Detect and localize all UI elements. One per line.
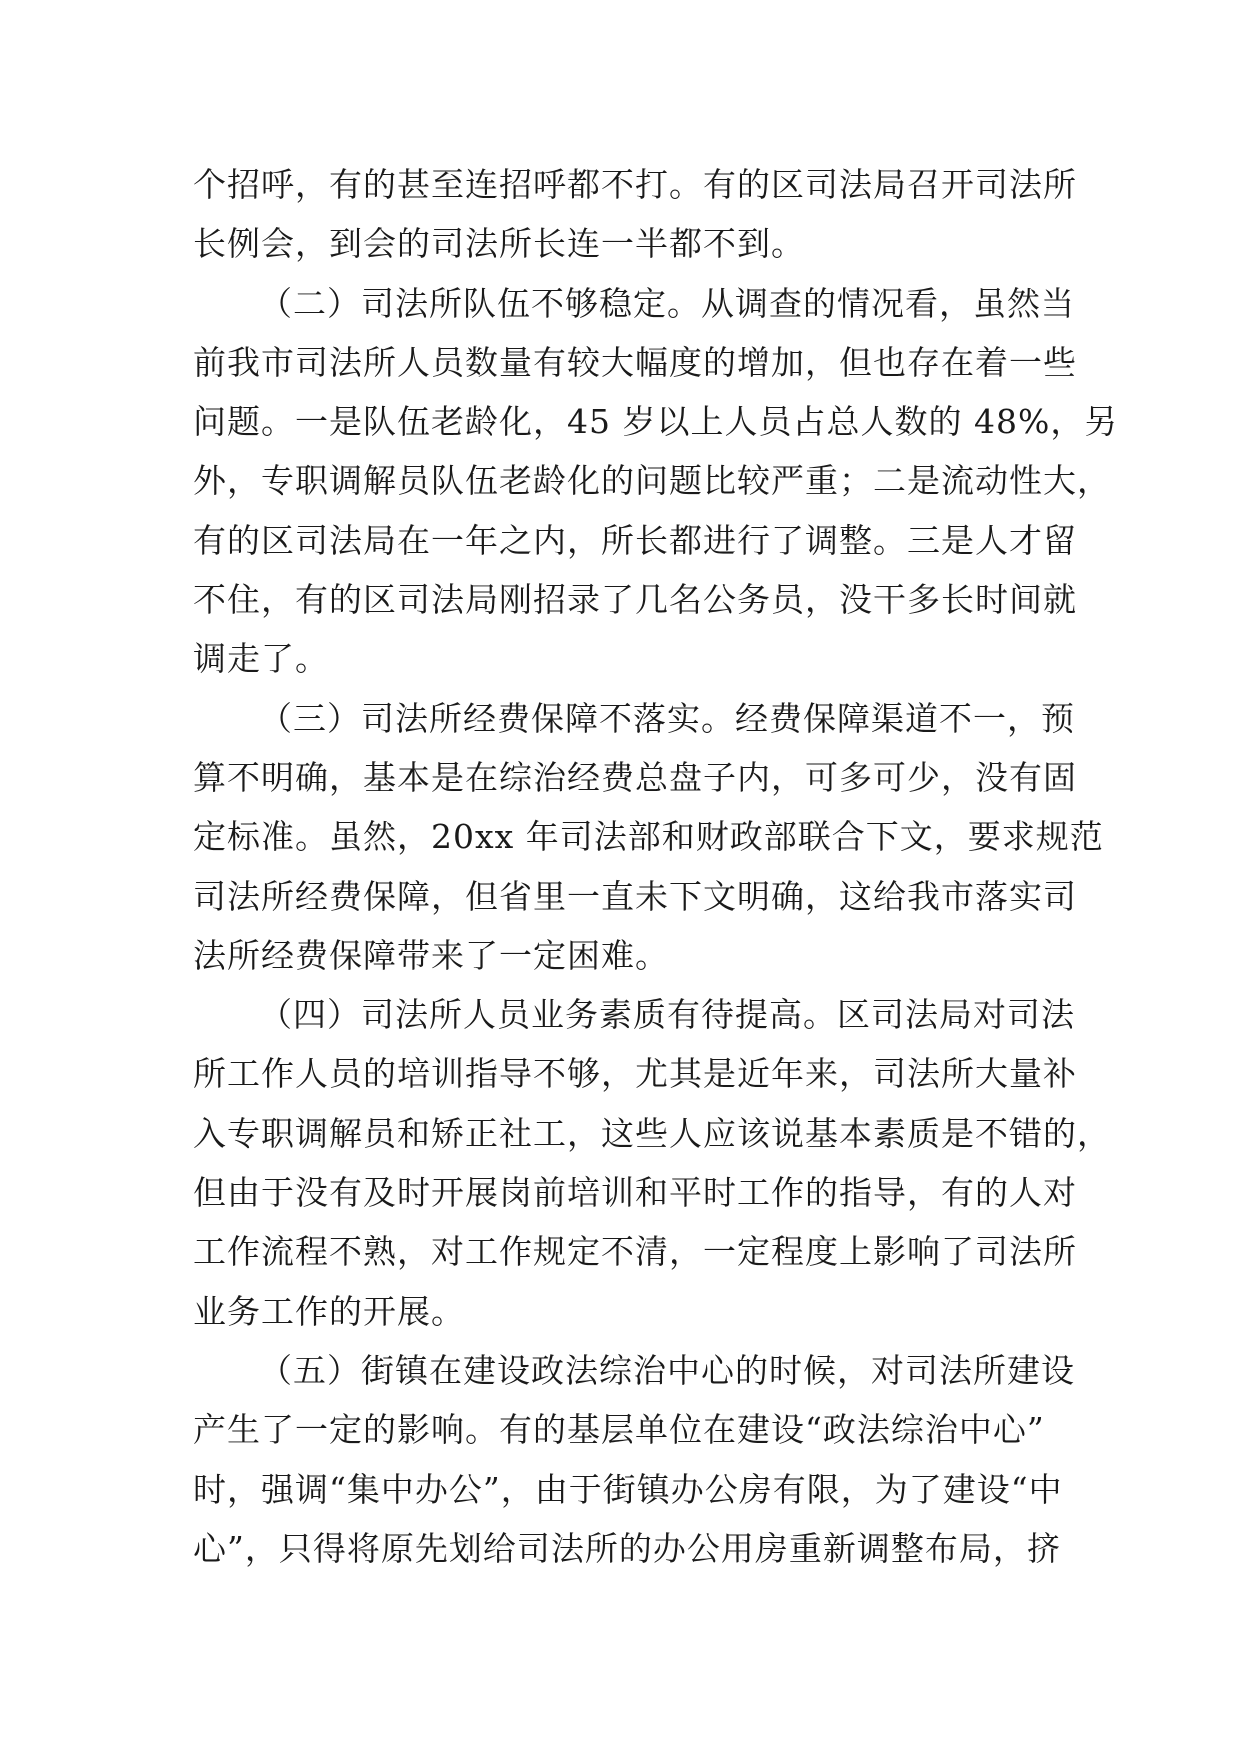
text-line: 定标准。虽然，20xx 年司法部和财政部联合下文，要求规范 [193,817,1104,857]
text-line: 司法所经费保障，但省里一直未下文明确，这给我市落实司 [193,876,1077,916]
text-line: 算不明确，基本是在综治经费总盘子内，可多可少，没有固 [193,757,1077,797]
text-line: 问题。一是队伍老龄化，45 岁以上人员占总人数的 48%，另 [193,402,1119,442]
text-line: 入专职调解员和矫正社工，这些人应该说基本素质是不错的， [193,1113,1111,1153]
section-heading-line: （四）司法所人员业务素质有待提高。区司法局对司法 [259,995,1075,1035]
document-body [193,155,1119,1578]
text-line: 有的区司法局在一年之内，所长都进行了调整。三是人才留 [193,520,1077,560]
text-line: 产生了一定的影响。有的基层单位在建设“政法综治中心” [193,1410,1045,1450]
text-line: 个招呼，有的甚至连招呼都不打。有的区司法局召开司法所 [193,165,1077,204]
text-line: 业务工作的开展。 [193,1291,465,1331]
section-heading-line: （五）街镇在建设政法综治中心的时候，对司法所建设 [259,1350,1075,1390]
text-line: 外，专职调解员队伍老龄化的问题比较严重；二是流动性大， [193,461,1111,501]
text-line: 工作流程不熟，对工作规定不清，一定程度上影响了司法所 [193,1232,1077,1272]
text-line: 时，强调“集中办公”，由于街镇办公房有限，为了建设“中 [193,1469,1063,1509]
text-line: 长例会，到会的司法所长连一半都不到。 [193,224,805,264]
text-line: 心”，只得将原先划给司法所的办公用房重新调整布局，挤 [193,1528,1061,1568]
text-line: 所工作人员的培训指导不够，尤其是近年来，司法所大量补 [193,1054,1077,1094]
text-line: 法所经费保障带来了一定困难。 [193,935,669,975]
text-line: 不住，有的区司法局刚招录了几名公务员，没干多长时间就 [193,580,1077,620]
section-heading-line: （二）司法所队伍不够稳定。从调查的情况看，虽然当 [259,283,1075,323]
text-line: 但由于没有及时开展岗前培训和平时工作的指导，有的人对 [193,1173,1077,1213]
text-line: 调走了。 [193,639,329,679]
text-line: 前我市司法所人员数量有较大幅度的增加，但也存在着一些 [193,342,1077,382]
section-heading-line: （三）司法所经费保障不落实。经费保障渠道不一，预 [259,698,1075,738]
